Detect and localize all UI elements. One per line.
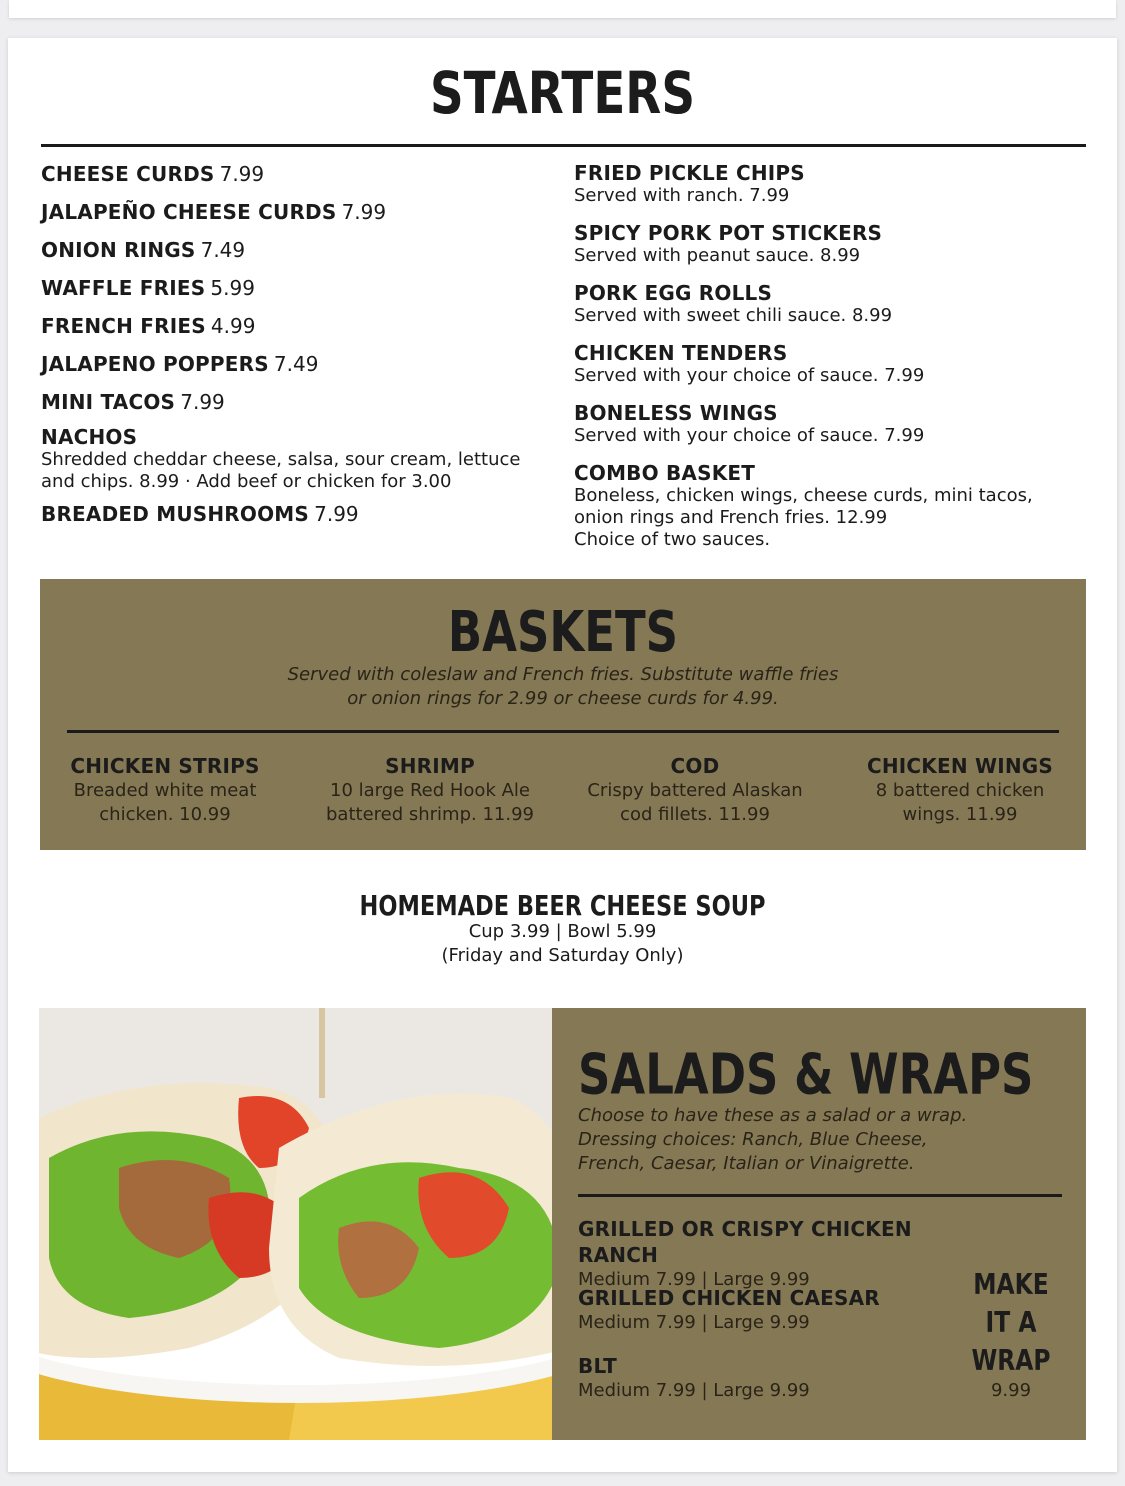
menu-item-nachos xyxy=(41,425,561,493)
item-price: 7.99 xyxy=(219,162,265,186)
toothpick xyxy=(319,1008,325,1098)
salads-divider xyxy=(578,1194,1062,1197)
basket-item xyxy=(35,753,295,827)
item-description: cod fillets. 11.99 xyxy=(620,804,770,825)
basket-item xyxy=(830,753,1090,827)
basket-item xyxy=(565,753,825,827)
item-prices: Medium 7.99 | Large 9.99 xyxy=(578,1269,810,1290)
menu-item xyxy=(574,221,1094,267)
make-it-a-wrap xyxy=(956,1266,1066,1402)
starters-heading: STARTERS xyxy=(429,60,696,128)
wraps-photo xyxy=(39,1008,552,1440)
item-price: 5.99 xyxy=(210,276,255,300)
item-description: Choice of two sauces. xyxy=(574,529,771,550)
item-name: COMBO BASKET xyxy=(574,461,756,485)
baskets-subtitle xyxy=(40,663,1086,711)
item-description: Served with peanut sauce. 8.99 xyxy=(574,245,861,266)
salad-item xyxy=(578,1285,998,1335)
soup-heading: HOMEMADE BEER CHEESE SOUP xyxy=(359,889,766,922)
wrap-text: IT A xyxy=(985,1306,1037,1340)
item-name: SHRIMP xyxy=(385,754,475,778)
baskets-heading: BASKETS xyxy=(447,599,679,665)
wraps-photo-illustration xyxy=(39,1008,552,1440)
item-price: 4.99 xyxy=(210,314,256,338)
item-name: CHICKEN STRIPS xyxy=(70,754,260,778)
item-price: 7.49 xyxy=(273,352,319,376)
menu-item xyxy=(41,351,561,389)
menu-item xyxy=(41,389,561,427)
item-price: 7.99 xyxy=(180,390,225,414)
item-name: SPICY PORK POT STICKERS xyxy=(574,221,883,245)
menu-item xyxy=(574,401,1094,447)
item-description: onion rings and French fries. 12.99 xyxy=(574,507,888,528)
item-description: Served with your choice of sauce. 7.99 xyxy=(574,365,925,386)
menu-item xyxy=(41,237,561,275)
salads-wraps-panel xyxy=(552,1008,1086,1440)
item-name: JALAPEÑO CHEESE CURDS xyxy=(41,200,337,224)
menu-item xyxy=(574,161,1094,207)
menu-item xyxy=(41,275,561,313)
item-name: GRILLED OR CRISPY CHICKEN RANCH xyxy=(578,1217,912,1267)
starters-left-column xyxy=(41,161,561,539)
item-price: 7.49 xyxy=(200,238,246,262)
item-description: Served with your choice of sauce. 7.99 xyxy=(574,425,925,446)
previous-page-edge xyxy=(9,0,1116,18)
baskets-subtitle-line: Served with coleslaw and French fries. Substitute waffle fries xyxy=(287,664,839,685)
item-description: wings. 11.99 xyxy=(902,804,1018,825)
item-name: BLT xyxy=(578,1354,617,1378)
item-description: chicken. 10.99 xyxy=(99,804,231,825)
item-name: WAFFLE FRIES xyxy=(41,276,206,300)
soup-prices: Cup 3.99 | Bowl 5.99 xyxy=(468,921,657,942)
item-name: ONION RINGS xyxy=(41,238,196,262)
item-prices: Medium 7.99 | Large 9.99 xyxy=(578,1312,810,1333)
soup-note: (Friday and Saturday Only) xyxy=(441,945,684,966)
baskets-subtitle-line: or onion rings for 2.99 or cheese curds for 4.99. xyxy=(347,688,779,709)
menu-page xyxy=(8,38,1117,1472)
menu-item xyxy=(41,313,561,351)
item-name: MINI TACOS xyxy=(41,390,176,414)
salads-heading: SALADS & WRAPS xyxy=(578,1042,1034,1107)
item-description: Boneless, chicken wings, cheese curds, mini tacos, xyxy=(574,485,1033,506)
menu-item xyxy=(41,501,561,539)
item-name: CHICKEN WINGS xyxy=(866,754,1054,778)
starters-right-column xyxy=(574,161,1094,559)
item-prices: Medium 7.99 | Large 9.99 xyxy=(578,1380,810,1401)
item-description: battered shrimp. 11.99 xyxy=(326,804,534,825)
menu-item-combo xyxy=(574,461,1094,551)
item-name: CHICKEN TENDERS xyxy=(574,341,788,365)
salads-subtitle-line: Dressing choices: Ranch, Blue Cheese, xyxy=(578,1129,928,1150)
item-name: FRIED PICKLE CHIPS xyxy=(574,161,805,185)
item-name: CHEESE CURDS xyxy=(41,162,215,186)
item-description: 10 large Red Hook Ale xyxy=(330,780,530,801)
item-description: Crispy battered Alaskan xyxy=(587,780,803,801)
item-price: 7.99 xyxy=(341,200,387,224)
menu-item xyxy=(41,161,561,199)
item-description: Served with ranch. 7.99 xyxy=(574,185,790,206)
salads-subtitle-line: French, Caesar, Italian or Vinaigrette. xyxy=(578,1153,915,1174)
item-description: 8 battered chicken xyxy=(875,780,1045,801)
item-name: BONELESS WINGS xyxy=(574,401,778,425)
item-price: 7.99 xyxy=(314,502,359,526)
baskets-divider xyxy=(67,730,1059,733)
item-description: and chips. 8.99 · Add beef or chicken for 3.00 xyxy=(41,471,452,492)
item-name: GRILLED CHICKEN CAESAR xyxy=(578,1286,880,1310)
item-description: Shredded cheddar cheese, salsa, sour cream, lettuce xyxy=(41,449,521,470)
item-description: Breaded white meat xyxy=(73,780,257,801)
salad-item xyxy=(578,1353,998,1403)
item-name: FRENCH FRIES xyxy=(41,314,206,338)
item-description: Served with sweet chili sauce. 8.99 xyxy=(574,305,893,326)
menu-item xyxy=(574,281,1094,327)
item-name: COD xyxy=(670,754,720,778)
salads-subtitle-line: Choose to have these as a salad or a wrap. xyxy=(578,1105,968,1126)
soup-section xyxy=(8,891,1117,968)
starters-divider xyxy=(41,144,1086,147)
salad-item xyxy=(578,1216,998,1292)
item-name: BREADED MUSHROOMS xyxy=(41,502,310,526)
menu-item xyxy=(41,199,561,237)
wrap-text: MAKE xyxy=(973,1268,1049,1302)
item-name: PORK EGG ROLLS xyxy=(574,281,773,305)
baskets-panel xyxy=(40,579,1086,850)
menu-item xyxy=(574,341,1094,387)
item-name: JALAPENO POPPERS xyxy=(41,352,269,376)
item-name: NACHOS xyxy=(41,425,138,449)
basket-item xyxy=(300,753,560,827)
salads-subtitle xyxy=(578,1104,1058,1176)
wrap-price: 9.99 xyxy=(990,1380,1032,1401)
wrap-text: WRAP xyxy=(971,1344,1051,1378)
